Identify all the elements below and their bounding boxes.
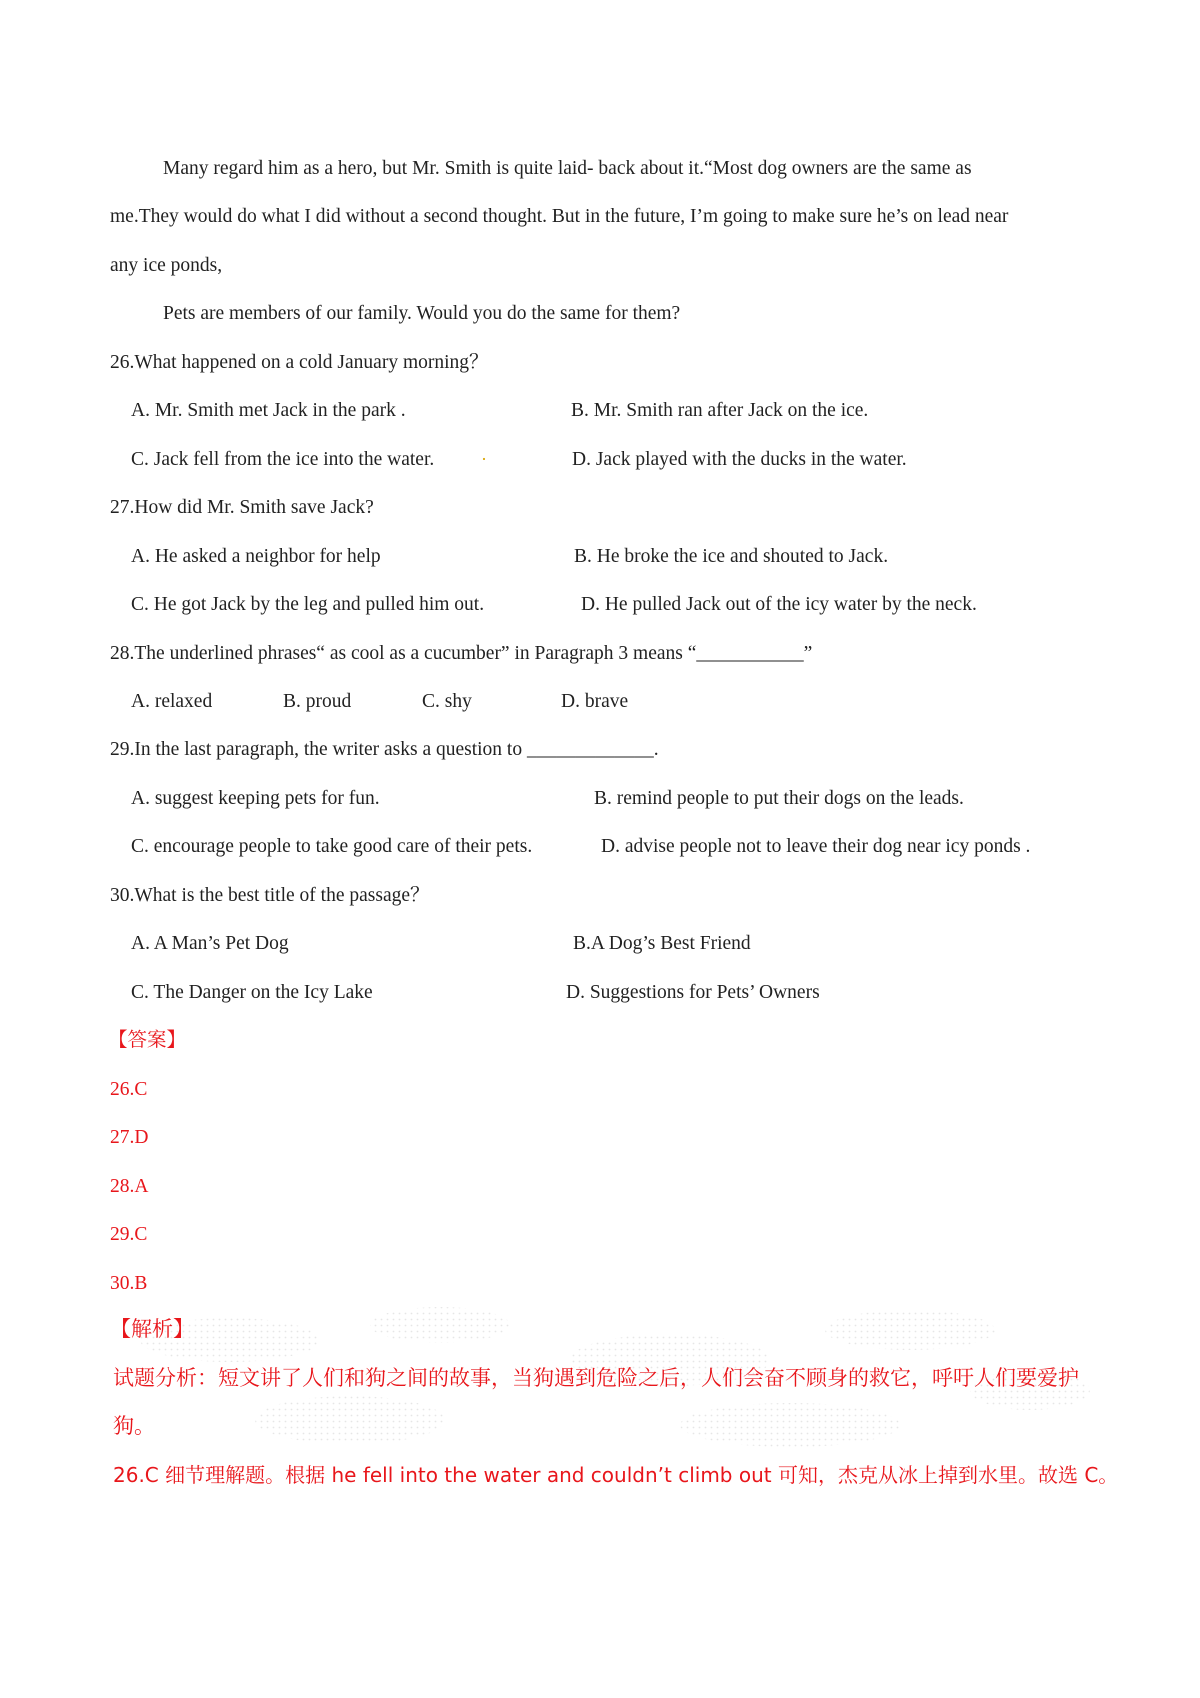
answers-heading: 【答案】	[108, 1030, 187, 1051]
question-stem: 30.What is the best title of the passage？	[110, 885, 430, 906]
option-d: D. brave	[561, 691, 629, 712]
answer-item: 29.C	[110, 1224, 148, 1245]
option-b: B. He broke the ice and shouted to Jack.	[574, 546, 889, 567]
option-d: D. Suggestions for Pets’ Owners	[566, 982, 820, 1003]
option-c: C. encourage people to take good care of their pets.	[131, 836, 533, 857]
option-b: B. proud	[283, 691, 352, 712]
passage-line: any ice ponds,	[110, 255, 223, 276]
option-c: C. Jack fell from the ice into the water.	[131, 449, 435, 470]
question-stem: 26.What happened on a cold January morning？	[110, 352, 489, 373]
analysis-text: 26.C 细节理解题。根据 he fell into the water and couldn’t climb out 可知，杰克从冰上掉到水里。故选 C。	[113, 1463, 1119, 1487]
option-d: D. advise people not to leave their dog near icy ponds .	[601, 836, 1031, 857]
option-a: A. suggest keeping pets for fun.	[131, 788, 380, 809]
option-a: A. relaxed	[131, 691, 213, 712]
option-a: A. A Man’s Pet Dog	[131, 933, 289, 954]
analysis-text: 试题分析：短文讲了人们和狗之间的故事，当狗遇到危险之后，人们会奋不顾身的救它，呼吁人们要爱护	[113, 1366, 1079, 1390]
option-b: B.A Dog’s Best Friend	[573, 933, 751, 954]
question-stem: 29.In the last paragraph, the writer asks a question to _____________.	[110, 739, 659, 760]
option-d: D. He pulled Jack out of the icy water by the neck.	[581, 594, 977, 615]
passage-line: Pets are members of our family. Would you do the same for them?	[163, 303, 681, 324]
option-c: C. He got Jack by the leg and pulled him out.	[131, 594, 485, 615]
question-stem: 27.How did Mr. Smith save Jack?	[110, 497, 374, 518]
option-d: D. Jack played with the ducks in the water.	[572, 449, 907, 470]
stray-mark: ·	[481, 449, 487, 469]
option-a: A. He asked a neighbor for help	[131, 546, 381, 567]
question-stem: 28.The underlined phrases“ as cool as a cucumber” in Paragraph 3 means “___________”	[110, 643, 813, 664]
option-c: C. The Danger on the Icy Lake	[131, 982, 373, 1003]
passage-line: Many regard him as a hero, but Mr. Smith is quite laid- back about it.“Most dog owners are the same as	[163, 158, 972, 179]
passage-line: me.They would do what I did without a second thought. But in the future, I’m going to make sure he’s on lead near	[110, 206, 1009, 227]
answer-item: 26.C	[110, 1079, 148, 1100]
option-c: C. shy	[422, 691, 472, 712]
option-b: B. Mr. Smith ran after Jack on the ice.	[571, 400, 869, 421]
answer-item: 27.D	[110, 1127, 149, 1148]
analysis-text: 狗。	[113, 1414, 155, 1438]
option-b: B. remind people to put their dogs on the leads.	[594, 788, 964, 809]
analysis-heading: 【解析】	[110, 1317, 194, 1341]
answer-item: 30.B	[110, 1273, 148, 1294]
answer-item: 28.A	[110, 1176, 149, 1197]
option-a: A. Mr. Smith met Jack in the park .	[131, 400, 406, 421]
